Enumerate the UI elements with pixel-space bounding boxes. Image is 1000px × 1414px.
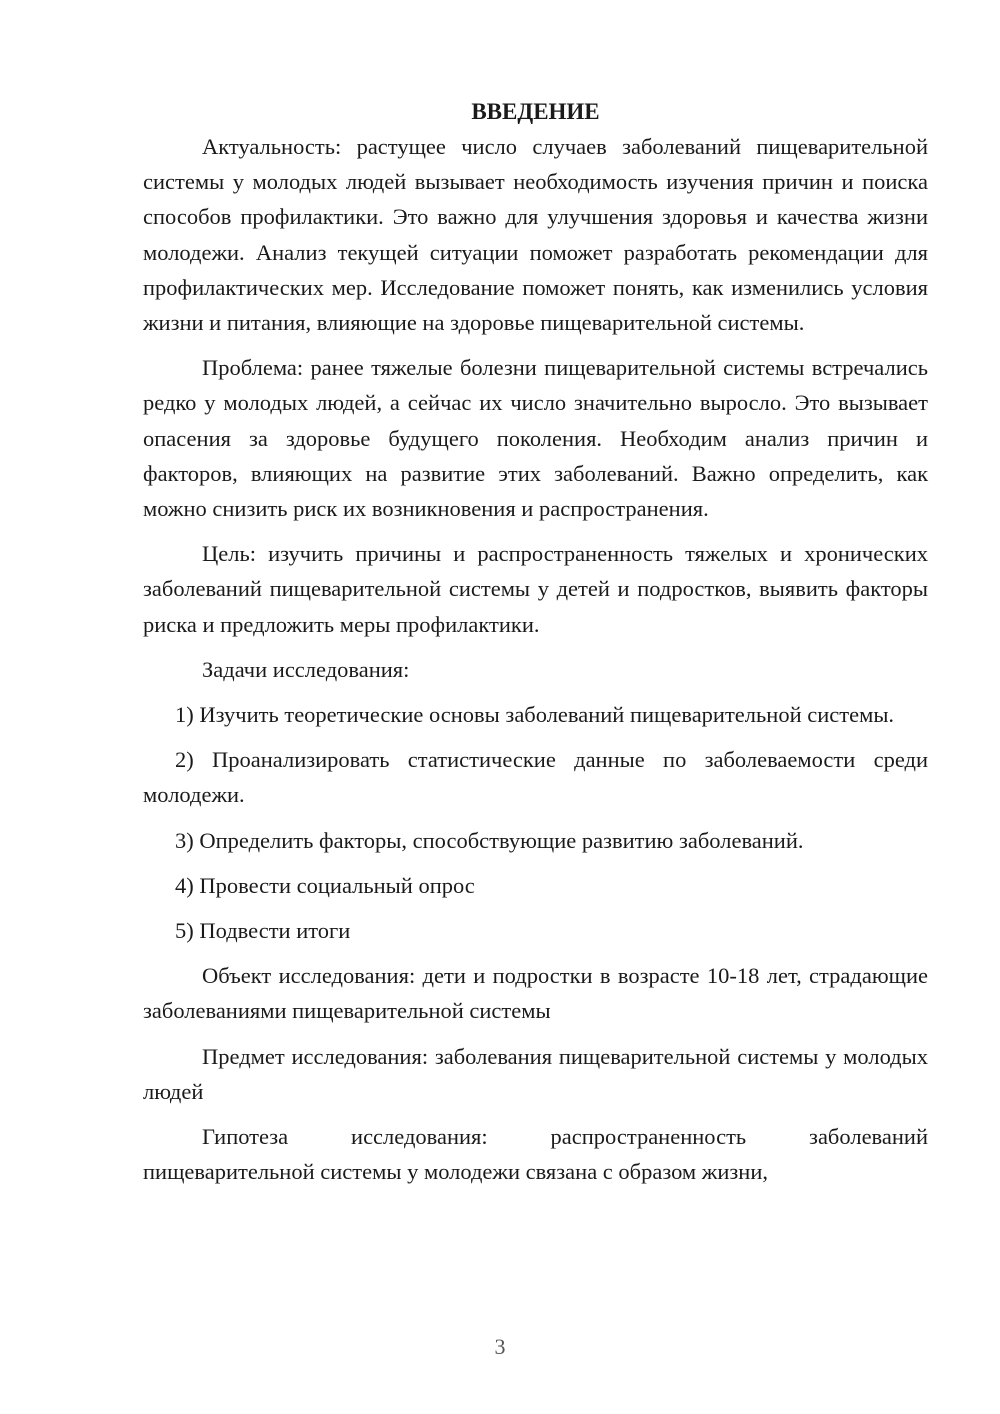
page-title: ВВЕДЕНИЕ	[471, 99, 600, 124]
task-item-3: 3) Определить факторы, способствующие развитию заболеваний.	[175, 827, 804, 853]
relevance-paragraph: Актуальность: растущее число случаев заболеваний пищеварительной системы у молодых людей вызывает необходимость изучения причин и поиска способов профилактики. Это важно для улучшения здоровья и качества жизни молодежи. Анализ текущей ситуации поможет разработать рекомендации для профилактических мер. Исследование поможет понять, как изменились условия жизни и питания, влияющие на здоровье пищеварительной системы.	[143, 134, 928, 336]
tasks-heading: Задачи исследования:	[202, 656, 410, 682]
page-number: 3	[494, 1334, 506, 1359]
document-page	[143, 92, 928, 1189]
task-item-2: 2) Проанализировать статистические данные по заболеваемости среди молодежи.	[143, 747, 928, 808]
problem-paragraph: Проблема: ранее тяжелые болезни пищеварительной системы встречались редко у молодых людей, а сейчас их число значительно выросло. Это вызывает опасения за здоровье будущего поколения. Необходим анализ причин и факторов, влияющих на развитие этих заболеваний. Важно определить, как можно снизить риск их возникновения и распространения.	[143, 355, 928, 522]
task-item-4: 4) Провести социальный опрос	[175, 872, 475, 898]
subject-paragraph: Предмет исследования: заболевания пищеварительной системы у молодых людей	[143, 1043, 928, 1104]
task-item-1: 1) Изучить теоретические основы заболеваний пищеварительной системы.	[175, 702, 895, 728]
object-paragraph: Объект исследования: дети и подростки в возрасте 10-18 лет, страдающие заболеваниями пищеварительной системы	[143, 963, 928, 1024]
task-item-5: 5) Подвести итоги	[175, 918, 351, 944]
hypothesis-paragraph: Гипотеза исследования: распространенность заболеваний пищеварительной системы у молодежи связана с образом жизни,	[143, 1124, 928, 1185]
goal-paragraph: Цель: изучить причины и распространенность тяжелых и хронических заболеваний пищеварительной системы у детей и подростков, выявить факторы риска и предложить меры профилактики.	[143, 541, 928, 637]
